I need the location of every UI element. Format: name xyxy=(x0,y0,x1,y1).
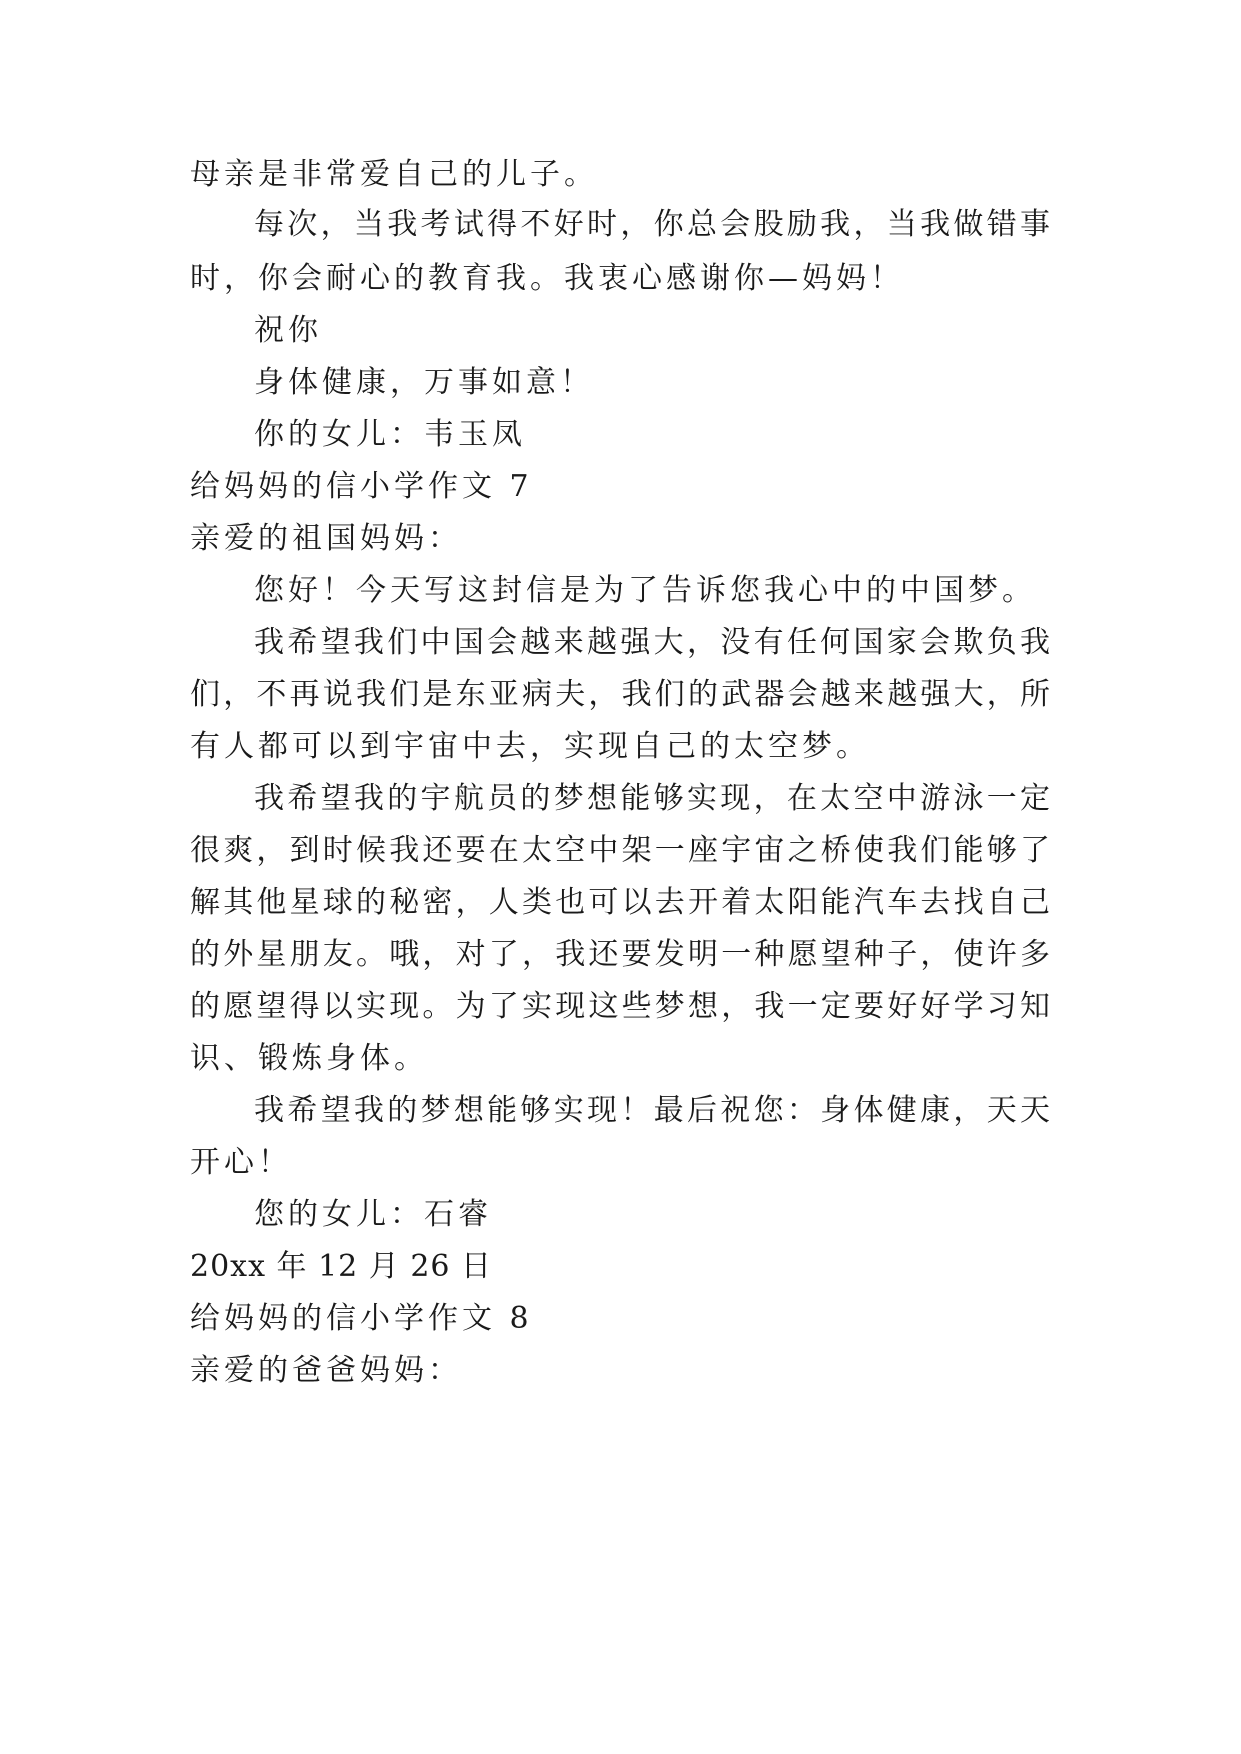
signature-line: 你的女儿：韦玉凤 xyxy=(254,417,526,452)
text-line: 我希望我的宇航员的梦想能够实现，在太空中游泳一定 xyxy=(254,781,1050,816)
text-line: 很爽，到时候我还要在太空中架一座宇宙之桥使我们能够了 xyxy=(190,833,1050,868)
text-line: 时，你会耐心的教育我。我衷心感谢你—妈妈！ xyxy=(190,261,904,296)
section-heading: 给妈妈的信小学作文 8 xyxy=(190,1301,533,1336)
text-line: 解其他星球的秘密，人类也可以去开着太阳能汽车去找自己 xyxy=(190,885,1050,920)
section-heading: 给妈妈的信小学作文 7 xyxy=(190,469,533,504)
text-line: 我希望我们中国会越来越强大，没有任何国家会欺负我 xyxy=(254,625,1050,660)
text-line: 们，不再说我们是东亚病夫，我们的武器会越来越强大，所 xyxy=(190,677,1050,712)
text-line: 每次，当我考试得不好时，你总会股励我，当我做错事 xyxy=(254,207,1050,242)
date-line: 20xx 年 12 月 26 日 xyxy=(190,1249,493,1284)
text-line: 有人都可以到宇宙中去，实现自己的太空梦。 xyxy=(190,729,870,764)
salutation: 亲爱的爸爸妈妈： xyxy=(190,1353,462,1388)
text-line: 识、锻炼身体。 xyxy=(190,1041,428,1076)
text-line: 的愿望得以实现。为了实现这些梦想，我一定要好好学习知 xyxy=(190,989,1050,1024)
salutation: 亲爱的祖国妈妈： xyxy=(190,521,462,556)
text-line: 祝你 xyxy=(254,313,322,348)
text-line: 您好！今天写这封信是为了告诉您我心中的中国梦。 xyxy=(254,573,1036,608)
text-line: 开心！ xyxy=(190,1145,292,1180)
signature-line: 您的女儿：石睿 xyxy=(254,1197,492,1232)
text-line: 的外星朋友。哦，对了，我还要发明一种愿望种子，使许多 xyxy=(190,937,1050,972)
text-line: 我希望我的梦想能够实现！最后祝您：身体健康，天天 xyxy=(254,1093,1050,1128)
text-line: 母亲是非常爱自己的儿子。 xyxy=(190,157,598,192)
text-line: 身体健康，万事如意！ xyxy=(254,365,594,400)
